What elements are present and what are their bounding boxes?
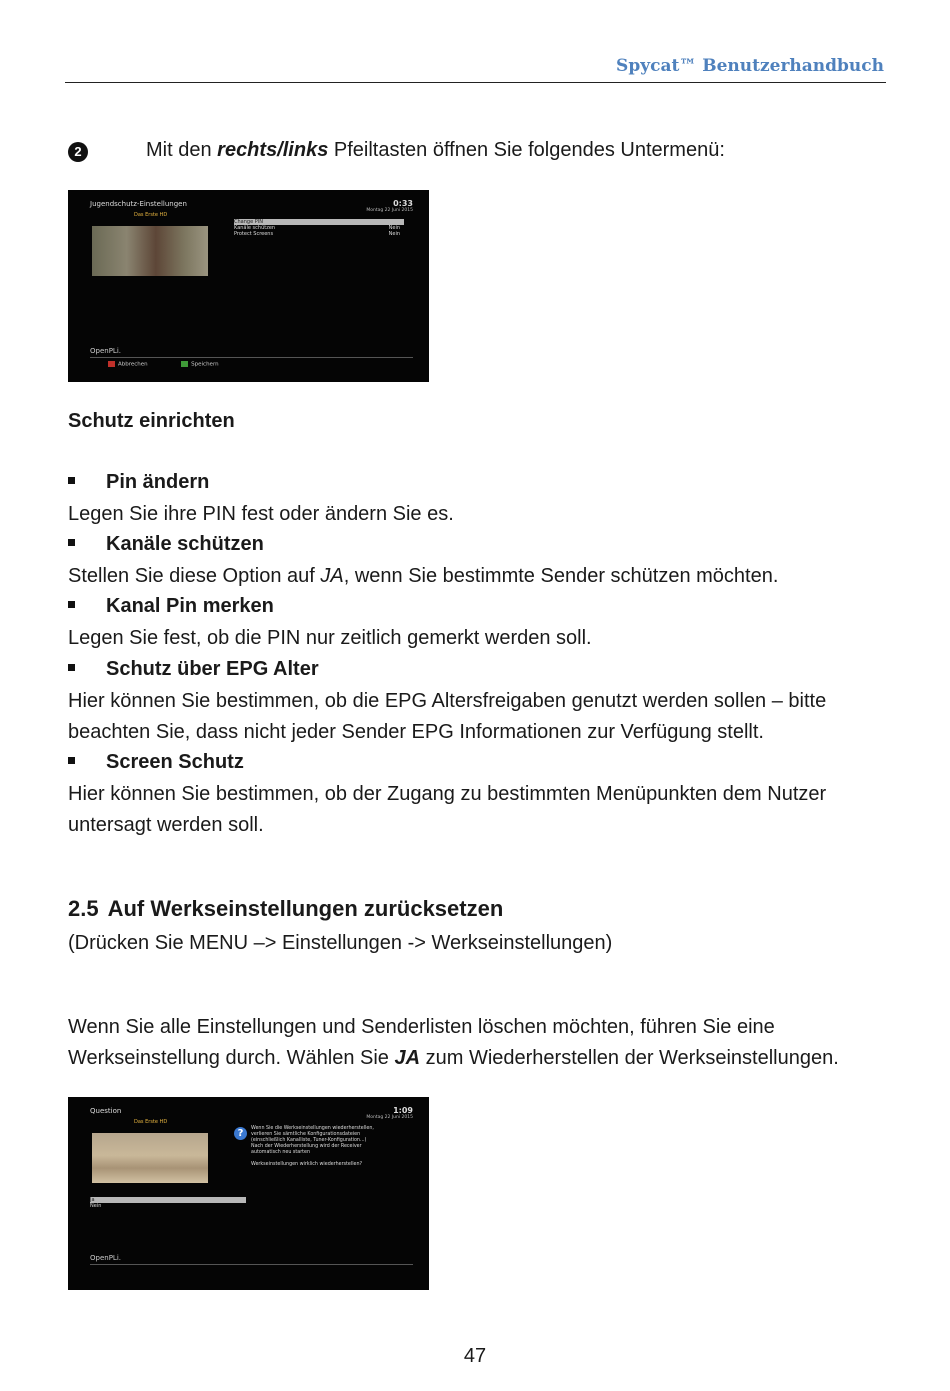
question-icon: ?	[234, 1127, 247, 1140]
tv-option-yes: Ja	[90, 1197, 246, 1203]
header-rule	[65, 82, 886, 83]
tv-menu-item-label: Kanäle schützen	[234, 225, 276, 231]
tv-date: Montag 22 Juni 2015	[366, 208, 413, 213]
step-instruction	[146, 139, 725, 162]
question-line: verlieren Sie sämtliche Konfigurationsdateien	[251, 1132, 361, 1137]
section-2-5-heading	[68, 896, 503, 922]
bullet-square-icon	[68, 601, 75, 608]
tv-clock: 1:09	[393, 1106, 413, 1115]
para-emphasis: JA	[394, 1047, 421, 1069]
para-text: zum Wiederherstellen der Werkseinstellungen.	[420, 1047, 839, 1069]
step-emphasis: rechts/links	[217, 139, 329, 161]
openpli-logo: OpenPLi.	[90, 347, 121, 355]
page-number: 47	[463, 1345, 487, 1367]
menu-path: (Drücken Sie MENU –> Einstellungen -> Werkseinstellungen)	[68, 932, 613, 954]
step-prefix: Mit den	[146, 139, 218, 161]
question-line: (einschließlich Kanalliste, Tuner-Konfiguration...)	[251, 1138, 367, 1143]
tv-option-list	[90, 1197, 246, 1209]
reset-paragraph-line: Wenn Sie alle Einstellungen und Senderlisten löschen möchten, führen Sie eine	[68, 1016, 775, 1038]
bullet-item-title	[68, 751, 244, 774]
desc-text: , wenn Sie bestimmte Sender schützen möchten.	[343, 565, 779, 587]
parental-control-screenshot	[68, 190, 429, 382]
tv-clock: 0:33	[393, 199, 413, 208]
tv-color-keys	[108, 361, 219, 368]
question-line: automatisch neu starten	[251, 1150, 311, 1155]
step-suffix: Pfeiltasten öffnen Sie folgendes Untermenü:	[328, 139, 725, 161]
question-line: Wenn Sie die Werkseinstellungen wiederherstellen,	[251, 1126, 374, 1131]
tv-channel-name: Das Erste HD	[134, 212, 168, 218]
question-line: Nach der Wiederherstellung wird der Receiver	[251, 1144, 362, 1149]
bullet-square-icon	[68, 477, 75, 484]
bullet-title-text: Schutz über EPG Alter	[106, 658, 319, 680]
section-number: 2.5	[68, 896, 99, 921]
openpli-logo: OpenPLi.	[90, 1254, 121, 1262]
green-key-icon	[181, 361, 188, 367]
tv-date: Montag 22 Juni 2015	[366, 1115, 413, 1120]
section-heading: Schutz einrichten	[68, 410, 235, 432]
bullet-item-title	[68, 658, 319, 681]
tv-title: Jugendschutz-Einstellungen	[90, 200, 187, 208]
tv-question-text	[251, 1126, 411, 1168]
red-key-icon	[108, 361, 115, 367]
tv-title: Question	[90, 1107, 122, 1115]
red-key-label: Abbrechen	[118, 361, 148, 368]
bullet-item-title	[68, 595, 274, 618]
tv-menu-list	[234, 219, 404, 237]
step-number-badge: 2	[68, 142, 88, 162]
bullet-item-desc: Legen Sie fest, ob die PIN nur zeitlich gemerkt werden soll.	[68, 627, 592, 649]
green-key-label: Speichern	[191, 361, 219, 368]
bullet-item-desc: Hier können Sie bestimmen, ob der Zugang zu bestimmten Menüpunkten dem Nutzer	[68, 783, 827, 805]
tv-divider	[90, 357, 413, 358]
bullet-square-icon	[68, 757, 75, 764]
tv-divider	[90, 1264, 413, 1265]
desc-emphasis: JA	[320, 565, 344, 587]
tv-menu-item-value: Nein	[388, 225, 400, 231]
tv-menu-item-value: Nein	[388, 231, 400, 237]
question-line: Werkseinstellungen wirklich wiederherstellen?	[251, 1162, 363, 1167]
bullet-item-desc: Hier können Sie bestimmen, ob die EPG Altersfreigaben genutzt werden sollen – bitte	[68, 690, 827, 712]
bullet-square-icon	[68, 664, 75, 671]
tv-menu-item	[234, 231, 404, 237]
bullet-title-text: Kanal Pin merken	[106, 595, 274, 617]
bullet-item-title	[68, 471, 209, 494]
bullet-item-desc: Legen Sie ihre PIN fest oder ändern Sie es.	[68, 503, 454, 525]
tv-video-preview	[92, 1133, 208, 1183]
bullet-item-title	[68, 533, 264, 556]
tv-video-preview	[92, 226, 208, 276]
tv-menu-item-label: Protect Screens	[234, 231, 274, 237]
bullet-item-desc: beachten Sie, dass nicht jeder Sender EPG Informationen zur Verfügung stellt.	[68, 721, 764, 743]
bullet-title-text: Kanäle schützen	[106, 533, 264, 555]
para-text: Werkseinstellung durch. Wählen Sie	[68, 1047, 395, 1069]
reset-paragraph-line	[68, 1043, 839, 1074]
factory-reset-screenshot	[68, 1097, 429, 1290]
bullet-item-desc	[68, 561, 778, 592]
bullet-title-text: Pin ändern	[106, 471, 210, 493]
running-header: Spycat™ Benutzerhandbuch	[616, 56, 884, 76]
tv-channel-name: Das Erste HD	[134, 1119, 168, 1125]
section-title: Auf Werkseinstellungen zurücksetzen	[107, 896, 504, 921]
desc-text: Stellen Sie diese Option auf	[68, 565, 321, 587]
bullet-square-icon	[68, 539, 75, 546]
tv-menu-item-label: Change PIN	[234, 219, 263, 225]
tv-option-no: Nein	[90, 1203, 102, 1209]
bullet-title-text: Screen Schutz	[106, 751, 244, 773]
bullet-item-desc: untersagt werden soll.	[68, 814, 264, 836]
